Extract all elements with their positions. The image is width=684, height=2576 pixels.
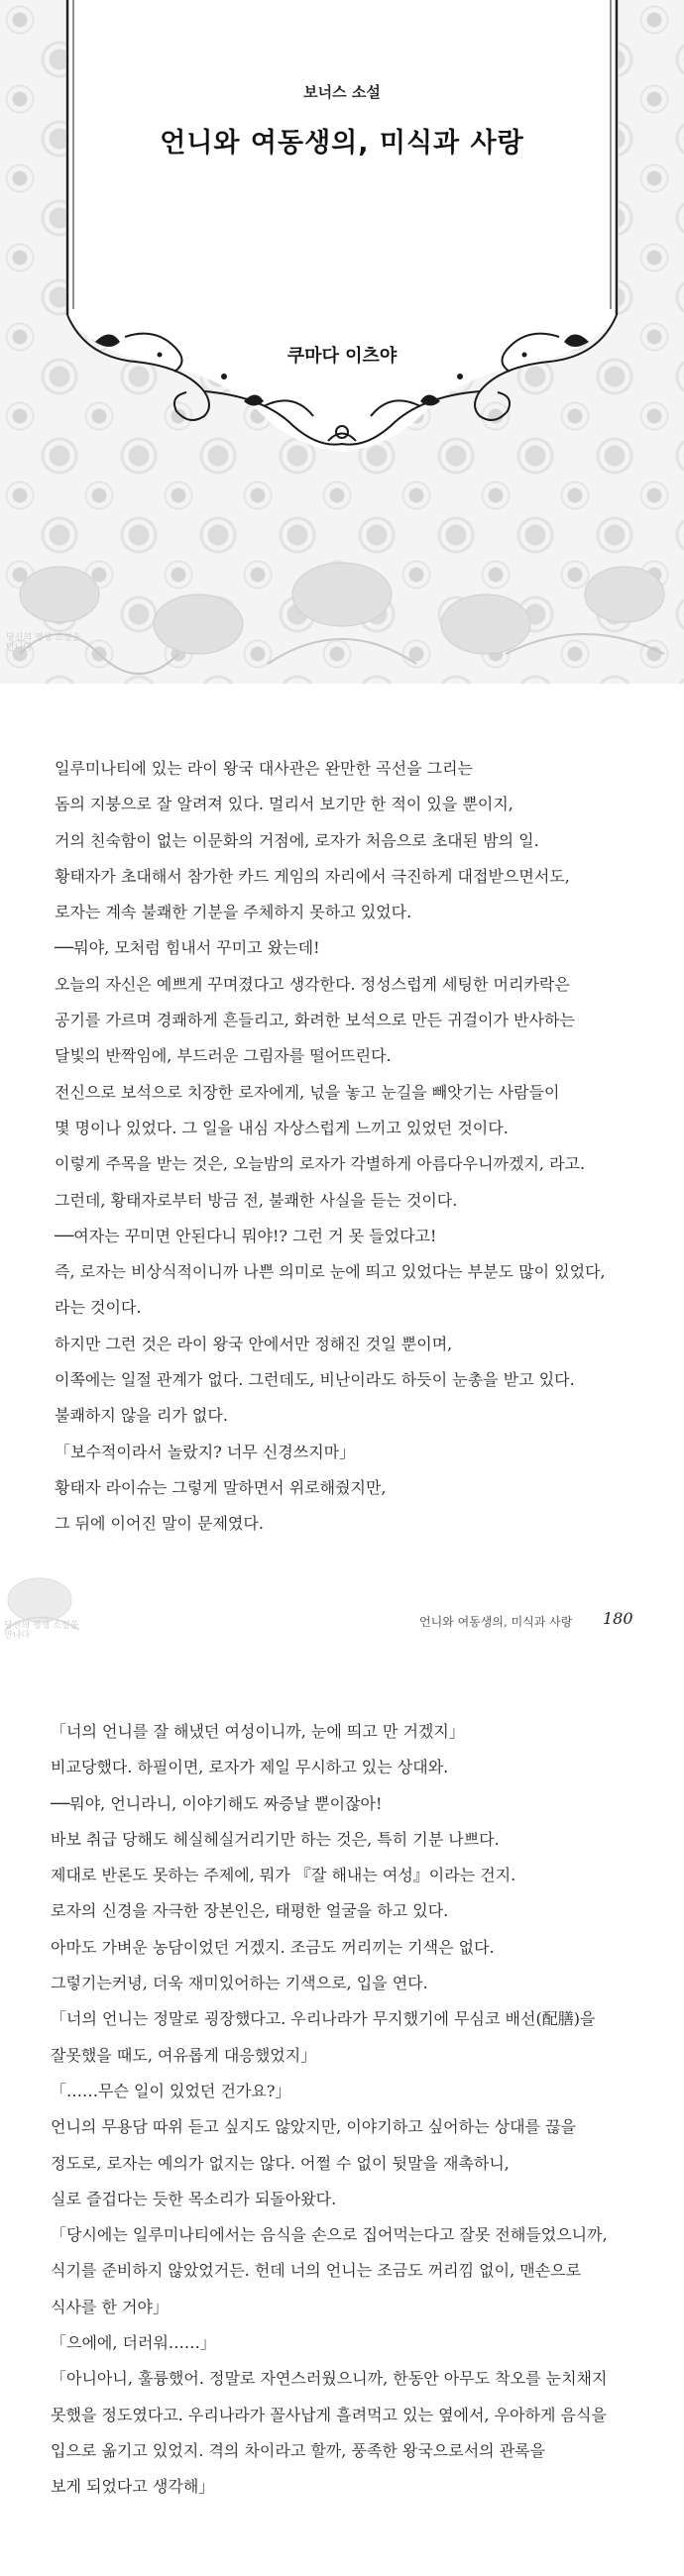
paragraph-line: 입으로 옮기고 있었지. 격의 차이라고 할까, 풍족한 왕국으로서의 관록을 [51,2440,546,2460]
frame-ornament [65,0,619,452]
series-label: 보너스 소설 [303,83,381,101]
paragraph-line: 식사를 한 거야」 [51,2297,169,2316]
paragraph-line: 제대로 반론도 못하는 주제에, 뭐가 『잘 해내는 여성』이라는 건지. [51,1866,516,1885]
paragraph-line: 하지만 그런 것은 라이 왕국 안에서만 정해진 것일 뿐이며, [55,1334,453,1353]
paragraph-line: 거의 친숙함이 없는 이문화의 거점에, 로자가 처음으로 초대된 밤의 일. [55,830,539,850]
paragraph-line: 라는 것이다. [55,1298,142,1318]
paragraph-line: 비교당했다. 하필이면, 로자가 제일 무시하고 있는 상대와. [51,1758,449,1777]
paragraph-line: 즉, 로자는 비상식적이니까 나쁜 의미로 눈에 띄고 있었다는 부분도 많이 있었다, [55,1262,606,1282]
watermark-line: 만나다 [6,642,33,653]
paragraph-line: 로자는 계속 불쾌한 기분을 주체하지 못하고 있었다. [55,903,412,922]
paragraph-line: 「으에에, 더러워……」 [51,2333,216,2353]
paragraph-line: 잘못했을 때도, 여유롭게 대응했었지」 [51,2045,317,2065]
paragraph-line: 달빛의 반짝임에, 부드러운 그림자를 떨어뜨린다. [55,1046,392,1066]
paragraph-line: ──여자는 꾸미면 안된다니 뭐야!? 그런 거 못 들었다고! [55,1226,437,1245]
paragraph-line: 정도로, 로자는 예의가 없지는 않다. 어쩔 수 없이 뒷말을 재촉하니, [51,2153,510,2173]
title-frame [65,0,619,452]
paragraph-line: 「아니아니, 훌륭했어. 정말로 자연스러웠으니까, 한동안 아무도 착오를 눈치채지 [51,2369,608,2389]
paragraph-line: 황태자가 초대해서 참가한 카드 게임의 자리에서 극진하게 대접받으면서도, [55,866,570,886]
watermark-line: 당신의 평생 소설을 [6,633,81,643]
paragraph-line: 실로 즐겁다는 듯한 목소리가 되돌아왔다. [51,2189,337,2208]
paragraph-line: 황태자 라이슈는 그렇게 말하면서 위로해줬지만, [55,1477,387,1497]
paragraph-line: 보게 되었다고 생각해」 [51,2477,215,2497]
paragraph-line: 못했을 정도였다고. 우리나라가 꼴사납게 흘려먹고 있는 옆에서, 우아하게 음식을 [51,2405,607,2424]
paragraph-line: 그렇기는커녕, 더욱 재미있어하는 기색으로, 입을 연다. [51,1974,428,1993]
paragraph-line: 「보수적이라서 놀랐지? 너무 신경쓰지마」 [55,1442,356,1461]
paragraph-line: ──뭐야, 언니라니, 이야기해도 짜증날 뿐이잖아! [51,1793,383,1813]
paragraph-line: 「……무슨 일이 있었던 건가요?」 [51,2081,291,2100]
paragraph-line: ──뭐야, 모처럼 힘내서 꾸미고 왔는데! [55,938,320,958]
paragraph-line: 그 뒤에 이어진 말이 문제였다. [55,1514,264,1534]
damask-ornament [0,555,684,684]
paragraph-line: 로자의 신경을 자극한 장본인은, 태평한 얼굴을 하고 있다. [51,1901,449,1921]
book-title: 언니와 여동생의, 미식과 사랑 [160,128,524,159]
page-number: 180 [603,1609,633,1628]
author-name: 쿠마다 이츠야 [286,346,398,367]
title-page [0,0,684,684]
paragraph-line: 일루미나티에 있는 라이 왕국 대사관은 완만한 곡선을 그리는 [55,759,474,778]
footer-title: 언니와 여동생의, 미식과 사랑 [419,1615,573,1629]
watermark-line: 만나다 [4,1630,31,1641]
paragraph-line: 오늘의 자신은 예쁘게 꾸며졌다고 생각한다. 정성스럽게 세팅한 머리카락은 [55,974,570,994]
paragraph-line: 식기를 준비하지 않았었거든. 헌데 너의 언니는 조금도 꺼리낌 없이, 맨손으로 [51,2261,582,2281]
paragraph-line: 「당시에는 일루미나티에서는 음식을 손으로 집어먹는다고 잘못 전해들었으니까, [51,2225,608,2245]
paragraph-line: 아마도 가벼운 농담이었던 거겠지. 조금도 꺼리끼는 기색은 없다. [51,1937,495,1957]
page-footer [0,1605,684,1645]
paragraph-line: 몇 명이나 있었다. 그 일을 내심 자상스럽게 느끼고 있었던 것이다. [55,1118,509,1137]
paragraph-line: 전신으로 보석으로 치장한 로자에게, 넋을 놓고 눈길을 빼앗기는 사람들이 [55,1082,560,1102]
paragraph-line: 공기를 가르며 경쾌하게 흔들리고, 화려한 보석으로 만든 귀걸이가 반사하는 [55,1011,575,1030]
paragraph-line: 이렇게 주목을 받는 것은, 오늘밤의 로자가 각별하게 아름다우니까겠지, 라고. [55,1154,586,1174]
paragraph-line: 그런데, 황태자로부터 방금 전, 불쾌한 사실을 듣는 것이다. [55,1190,458,1210]
paragraph-line: 「너의 언니는 정말로 굉장했다고. 우리나라가 무지했기에 무심코 배선(配膳)을 [51,2009,596,2029]
paragraph-line: 언니의 무용담 따위 듣고 싶지도 않았지만, 이야기하고 싶어하는 상대를 끊을 [51,2117,576,2137]
paragraph-line: 불쾌하지 않을 리가 없다. [55,1406,228,1426]
paragraph-line: 「너의 언니를 잘 해냈던 여성이니까, 눈에 띄고 만 거겠지」 [51,1722,465,1741]
watermark-line: 당신의 평생 소설을 [4,1621,79,1631]
paragraph-line: 바보 취급 당해도 헤실헤실거리기만 하는 것은, 특히 기분 나쁘다. [51,1829,500,1849]
paragraph-line: 이쪽에는 일절 관계가 없다. 그런데도, 비난이라도 하듯이 눈총을 받고 있다. [55,1370,575,1390]
paragraph-line: 돔의 지붕으로 잘 알려져 있다. 멀리서 보기만 한 적이 있을 뿐이지, [55,795,513,814]
